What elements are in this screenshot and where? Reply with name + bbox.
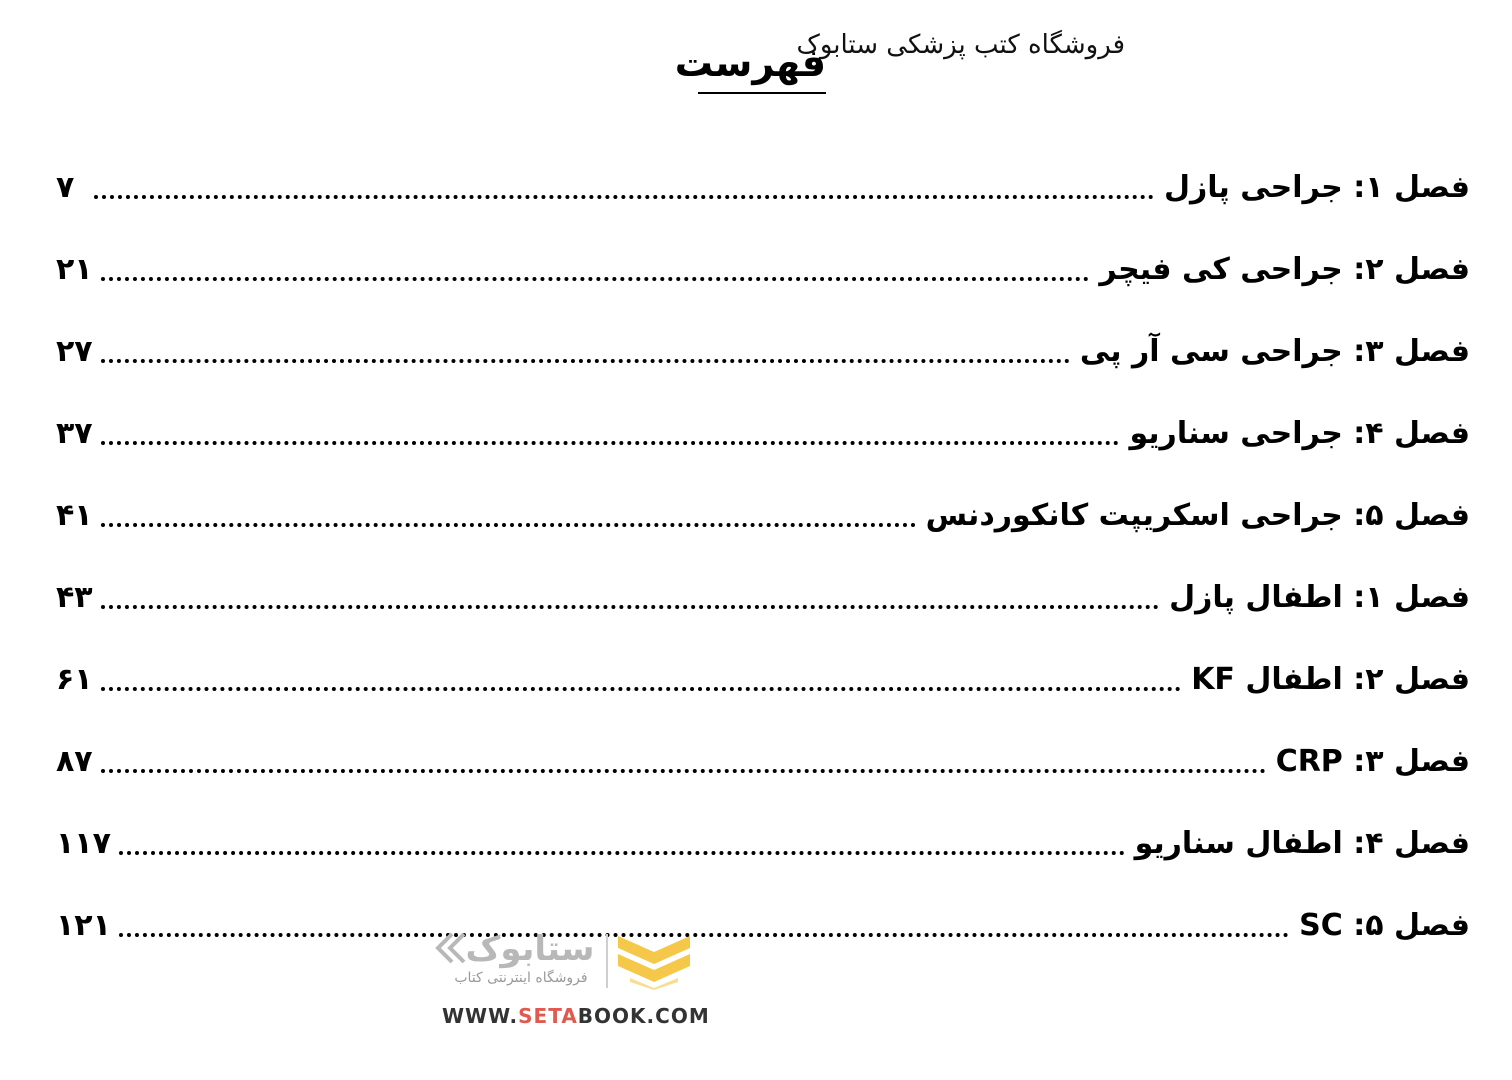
toc-page-number: ۲۷ [56, 333, 93, 369]
logo-wordmark [430, 926, 594, 970]
logo-divider [606, 934, 608, 988]
toc-page-number: ۷ [56, 169, 75, 205]
toc-page-number: ۶۱ [56, 661, 93, 697]
toc-row[interactable] [56, 638, 1470, 720]
toc-chapter-label: فصل ۲: اطفال KF [1191, 661, 1470, 697]
website-url[interactable] [442, 1004, 710, 1028]
toc-row[interactable] [56, 228, 1470, 310]
page-title: فهرست [698, 40, 826, 94]
toc-row[interactable] [56, 556, 1470, 638]
toc-row[interactable] [56, 310, 1470, 392]
toc-dot-leader [101, 435, 1120, 445]
url-prefix: WWW. [442, 1004, 519, 1028]
toc-row[interactable] [56, 884, 1470, 966]
toc-dot-leader [101, 599, 1159, 609]
toc-row[interactable] [56, 146, 1470, 228]
toc-row[interactable] [56, 474, 1470, 556]
logo-tagline: فروشگاه اینترنتی کتاب [454, 970, 588, 986]
toc-dot-leader [94, 189, 1154, 199]
toc-page-number: ۱۲۱ [56, 907, 111, 943]
toc-page-number: ۴۳ [56, 579, 93, 615]
toc-dot-leader [101, 681, 1182, 691]
toc-page-number: ۳۷ [56, 415, 93, 451]
toc-page-number: ۴۱ [56, 497, 93, 533]
toc-dot-leader [101, 517, 916, 527]
toc-chapter-label: فصل ۱: جراحی پازل [1163, 169, 1470, 205]
toc-row[interactable] [56, 802, 1470, 884]
toc-chapter-label: فصل ۳: CRP [1275, 743, 1470, 779]
toc-dot-leader [101, 763, 1266, 773]
toc-page-number: ۱۱۷ [56, 825, 111, 861]
toc-dot-leader [101, 353, 1070, 363]
toc-chapter-label: فصل ۴: اطفال سناریو [1134, 825, 1470, 861]
logo-wordmark-text: ستابوک [465, 929, 594, 969]
toc-chapter-label: فصل ۳: جراحی سی آر پی [1079, 333, 1470, 369]
toc-chapter-label: فصل ۴: جراحی سناریو [1129, 415, 1470, 451]
toc-row[interactable] [56, 720, 1470, 802]
toc-chapter-label: فصل ۲: جراحی کی فیچر [1099, 251, 1470, 287]
setabook-logo[interactable] [428, 926, 708, 1036]
store-name: فروشگاه کتب پزشکی ستابوک [796, 30, 1125, 60]
toc-page-number: ۲۱ [56, 251, 93, 287]
toc-chapter-label: فصل ۵: جراحی اسکریپت کانکوردنس [925, 497, 1470, 533]
toc-dot-leader [101, 271, 1090, 281]
url-suffix: BOOK.COM [577, 1004, 710, 1028]
table-of-contents [56, 146, 1470, 966]
chevron-stack-logo-icon [616, 932, 692, 990]
toc-chapter-label: فصل ۱: اطفال پازل [1169, 579, 1470, 615]
toc-chapter-label: فصل ۵: SC [1299, 907, 1470, 943]
toc-row[interactable] [56, 392, 1470, 474]
toc-dot-leader [119, 845, 1125, 855]
url-brand: SETA [518, 1004, 578, 1028]
toc-page-number: ۸۷ [56, 743, 93, 779]
